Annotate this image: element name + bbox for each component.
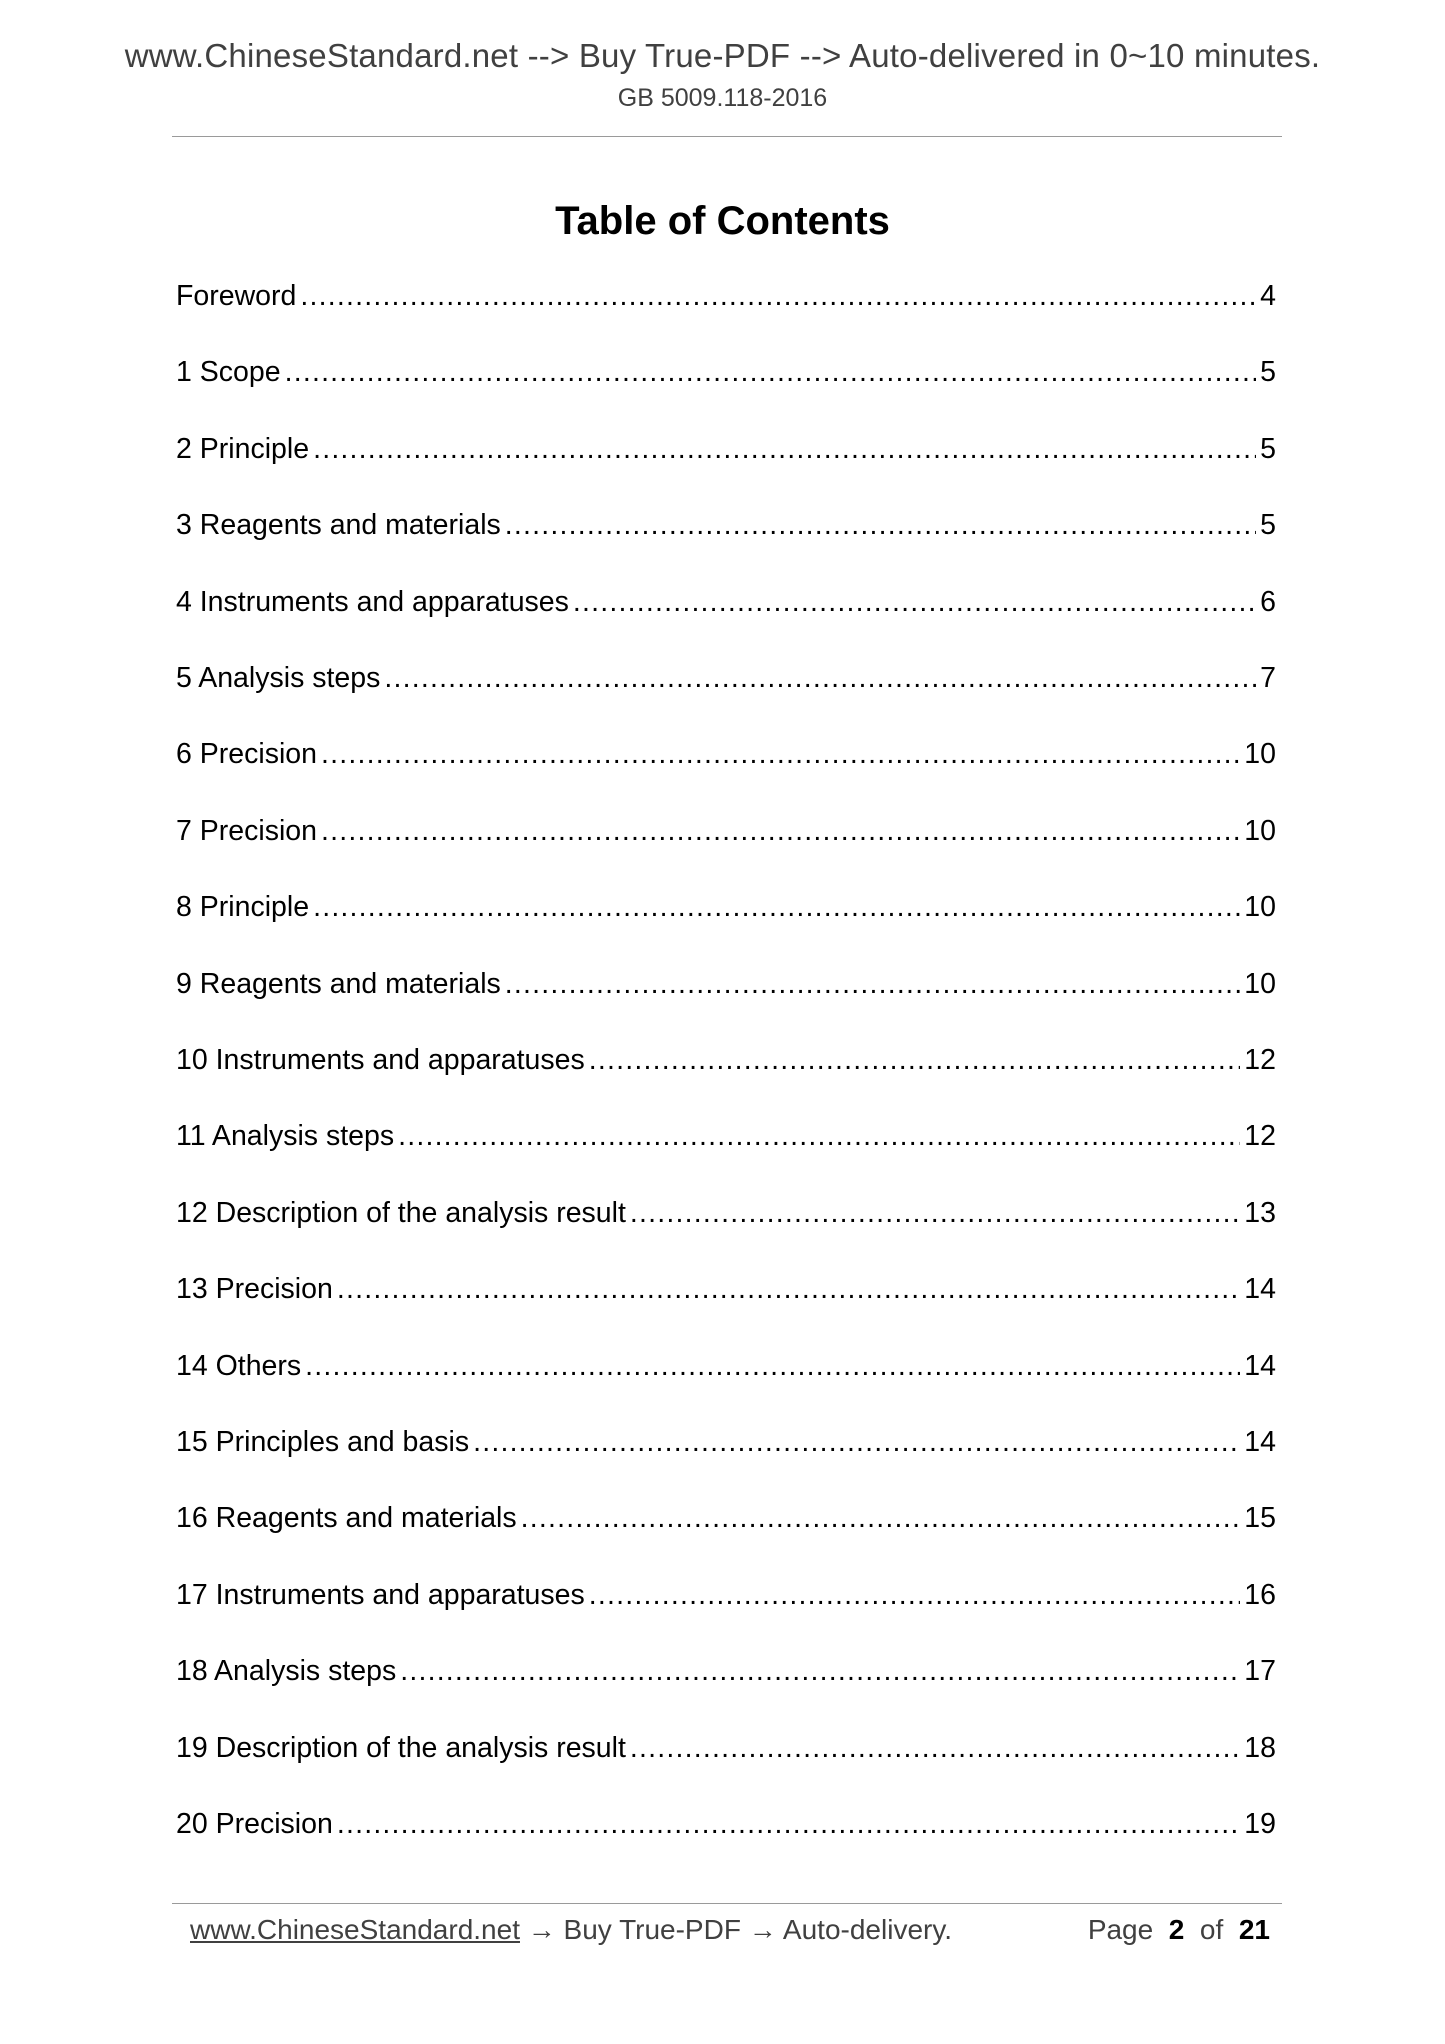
toc-entry-page-number: 5 bbox=[1260, 432, 1276, 465]
page-title: Table of Contents bbox=[555, 199, 890, 243]
page-header bbox=[0, 34, 1445, 116]
toc-entry-page-number: 15 bbox=[1244, 1502, 1276, 1535]
toc-entry-page-number: 14 bbox=[1244, 1349, 1276, 1382]
page-word: Page bbox=[1087, 1914, 1154, 1945]
current-page-number: 2 bbox=[1168, 1914, 1185, 1945]
toc-dot-leader bbox=[589, 1575, 1241, 1615]
toc-entry-label: 16 Reagents and materials bbox=[176, 1502, 517, 1535]
toc-entry-label: 1 Scope bbox=[176, 356, 281, 389]
toc-entry-page-number: 13 bbox=[1244, 1196, 1276, 1229]
toc-dot-leader bbox=[398, 1116, 1240, 1156]
toc-entry-label: 18 Analysis steps bbox=[176, 1655, 397, 1688]
toc-entry[interactable] bbox=[176, 505, 1276, 545]
toc-entry-label: 9 Reagents and materials bbox=[176, 967, 501, 1000]
toc-entry-page-number: 10 bbox=[1244, 891, 1276, 924]
toc-dot-leader bbox=[285, 352, 1257, 392]
footer-divider bbox=[172, 1903, 1282, 1904]
toc-entry[interactable] bbox=[176, 1269, 1276, 1309]
toc-dot-leader bbox=[573, 582, 1256, 622]
toc-entry-page-number: 6 bbox=[1260, 585, 1276, 618]
toc-entry-page-number: 19 bbox=[1244, 1808, 1276, 1840]
toc-dot-leader bbox=[630, 1728, 1240, 1768]
toc-dot-leader bbox=[589, 1040, 1241, 1080]
toc-dot-leader bbox=[505, 964, 1241, 1004]
toc-entry[interactable] bbox=[176, 429, 1276, 469]
toc-dot-leader bbox=[505, 505, 1256, 545]
page-footer bbox=[190, 1910, 1270, 1950]
toc-entry-page-number: 7 bbox=[1260, 662, 1276, 694]
toc-entry-label: 4 Instruments and apparatuses bbox=[176, 585, 569, 618]
toc-entry-page-number: 14 bbox=[1244, 1426, 1276, 1458]
toc-entry-label: 5 Analysis steps bbox=[176, 662, 381, 694]
toc-entry-label: 8 Principle bbox=[176, 891, 310, 924]
toc-entry[interactable] bbox=[176, 1498, 1276, 1538]
toc-entry-page-number: 5 bbox=[1260, 356, 1276, 389]
toc-dot-leader bbox=[305, 1346, 1240, 1386]
header-divider bbox=[172, 136, 1282, 137]
toc-entry-page-number: 10 bbox=[1244, 967, 1276, 1000]
toc-entry[interactable] bbox=[176, 582, 1276, 622]
footer-tagline: → Buy True-PDF → Auto-delivery. bbox=[519, 1914, 953, 1945]
toc-entry[interactable] bbox=[176, 1040, 1276, 1080]
toc-entry[interactable] bbox=[176, 1728, 1276, 1768]
toc-dot-leader bbox=[400, 1651, 1240, 1691]
toc-entry[interactable] bbox=[176, 276, 1276, 316]
toc-entry-label: Foreword bbox=[176, 280, 297, 312]
toc-entry-page-number: 18 bbox=[1244, 1731, 1276, 1764]
toc-entry-label: 14 Others bbox=[176, 1349, 302, 1382]
toc-entry-label: 11 Analysis steps bbox=[176, 1120, 395, 1153]
total-page-count: 21 bbox=[1238, 1914, 1270, 1945]
toc-entry[interactable] bbox=[176, 352, 1276, 392]
toc-dot-leader bbox=[321, 734, 1240, 774]
toc-dot-leader bbox=[300, 276, 1256, 316]
page-indicator bbox=[1088, 1910, 1270, 1950]
toc-entry-page-number: 10 bbox=[1244, 738, 1276, 771]
header-banner-text: www.ChineseStandard.net --> Buy True-PDF --> Auto-delivered in 0~10 minutes. bbox=[124, 37, 1321, 74]
toc-entry[interactable] bbox=[176, 964, 1276, 1004]
toc-dot-leader bbox=[384, 658, 1256, 698]
toc-entry-page-number: 12 bbox=[1244, 1120, 1276, 1153]
footer-website-link[interactable]: www.ChineseStandard.net bbox=[190, 1914, 520, 1945]
toc-entry-label: 7 Precision bbox=[176, 814, 317, 847]
toc-entry-label: 17 Instruments and apparatuses bbox=[176, 1578, 585, 1611]
toc-entry-label: 12 Description of the analysis result bbox=[176, 1196, 626, 1229]
toc-entry-label: 2 Principle bbox=[176, 432, 310, 465]
toc-entry-page-number: 16 bbox=[1244, 1578, 1276, 1611]
toc-dot-leader bbox=[521, 1498, 1241, 1538]
toc-entry-label: 13 Precision bbox=[176, 1273, 333, 1306]
toc-dot-leader bbox=[630, 1193, 1240, 1233]
toc-entry-label: 19 Description of the analysis result bbox=[176, 1731, 626, 1764]
toc-entry-page-number: 12 bbox=[1244, 1044, 1276, 1076]
footer-left-text bbox=[190, 1910, 952, 1950]
toc-dot-leader bbox=[313, 429, 1256, 469]
toc-dot-leader bbox=[473, 1422, 1240, 1462]
toc-entry[interactable] bbox=[176, 1422, 1276, 1462]
toc-dot-leader bbox=[337, 1269, 1240, 1309]
toc-entry-label: 3 Reagents and materials bbox=[176, 509, 501, 542]
toc-entry-page-number: 5 bbox=[1260, 509, 1276, 542]
toc-entry-page-number: 10 bbox=[1244, 814, 1276, 847]
toc-dot-leader bbox=[337, 1804, 1240, 1844]
toc-entry[interactable] bbox=[176, 887, 1276, 927]
toc-entry[interactable] bbox=[176, 811, 1276, 851]
toc-entry-label: 10 Instruments and apparatuses bbox=[176, 1044, 585, 1076]
toc-entry[interactable] bbox=[176, 1651, 1276, 1691]
toc-entry[interactable] bbox=[176, 734, 1276, 774]
of-word: of bbox=[1199, 1914, 1224, 1945]
toc-entry[interactable] bbox=[176, 1804, 1276, 1844]
toc-entry-label: 20 Precision bbox=[176, 1808, 333, 1840]
toc-entry-label: 15 Principles and basis bbox=[176, 1426, 470, 1458]
toc-entry[interactable] bbox=[176, 1575, 1276, 1615]
toc-entry-label: 6 Precision bbox=[176, 738, 317, 771]
toc-entry-page-number: 4 bbox=[1260, 280, 1276, 312]
header-standard-number: GB 5009.118-2016 bbox=[617, 84, 828, 112]
toc-dot-leader bbox=[321, 811, 1240, 851]
toc-entry[interactable] bbox=[176, 1193, 1276, 1233]
toc-entry-page-number: 14 bbox=[1244, 1273, 1276, 1306]
toc-dot-leader bbox=[313, 887, 1240, 927]
toc-entry[interactable] bbox=[176, 1116, 1276, 1156]
toc-entry[interactable] bbox=[176, 658, 1276, 698]
toc-entry-page-number: 17 bbox=[1244, 1655, 1276, 1688]
toc-entry[interactable] bbox=[176, 1346, 1276, 1386]
